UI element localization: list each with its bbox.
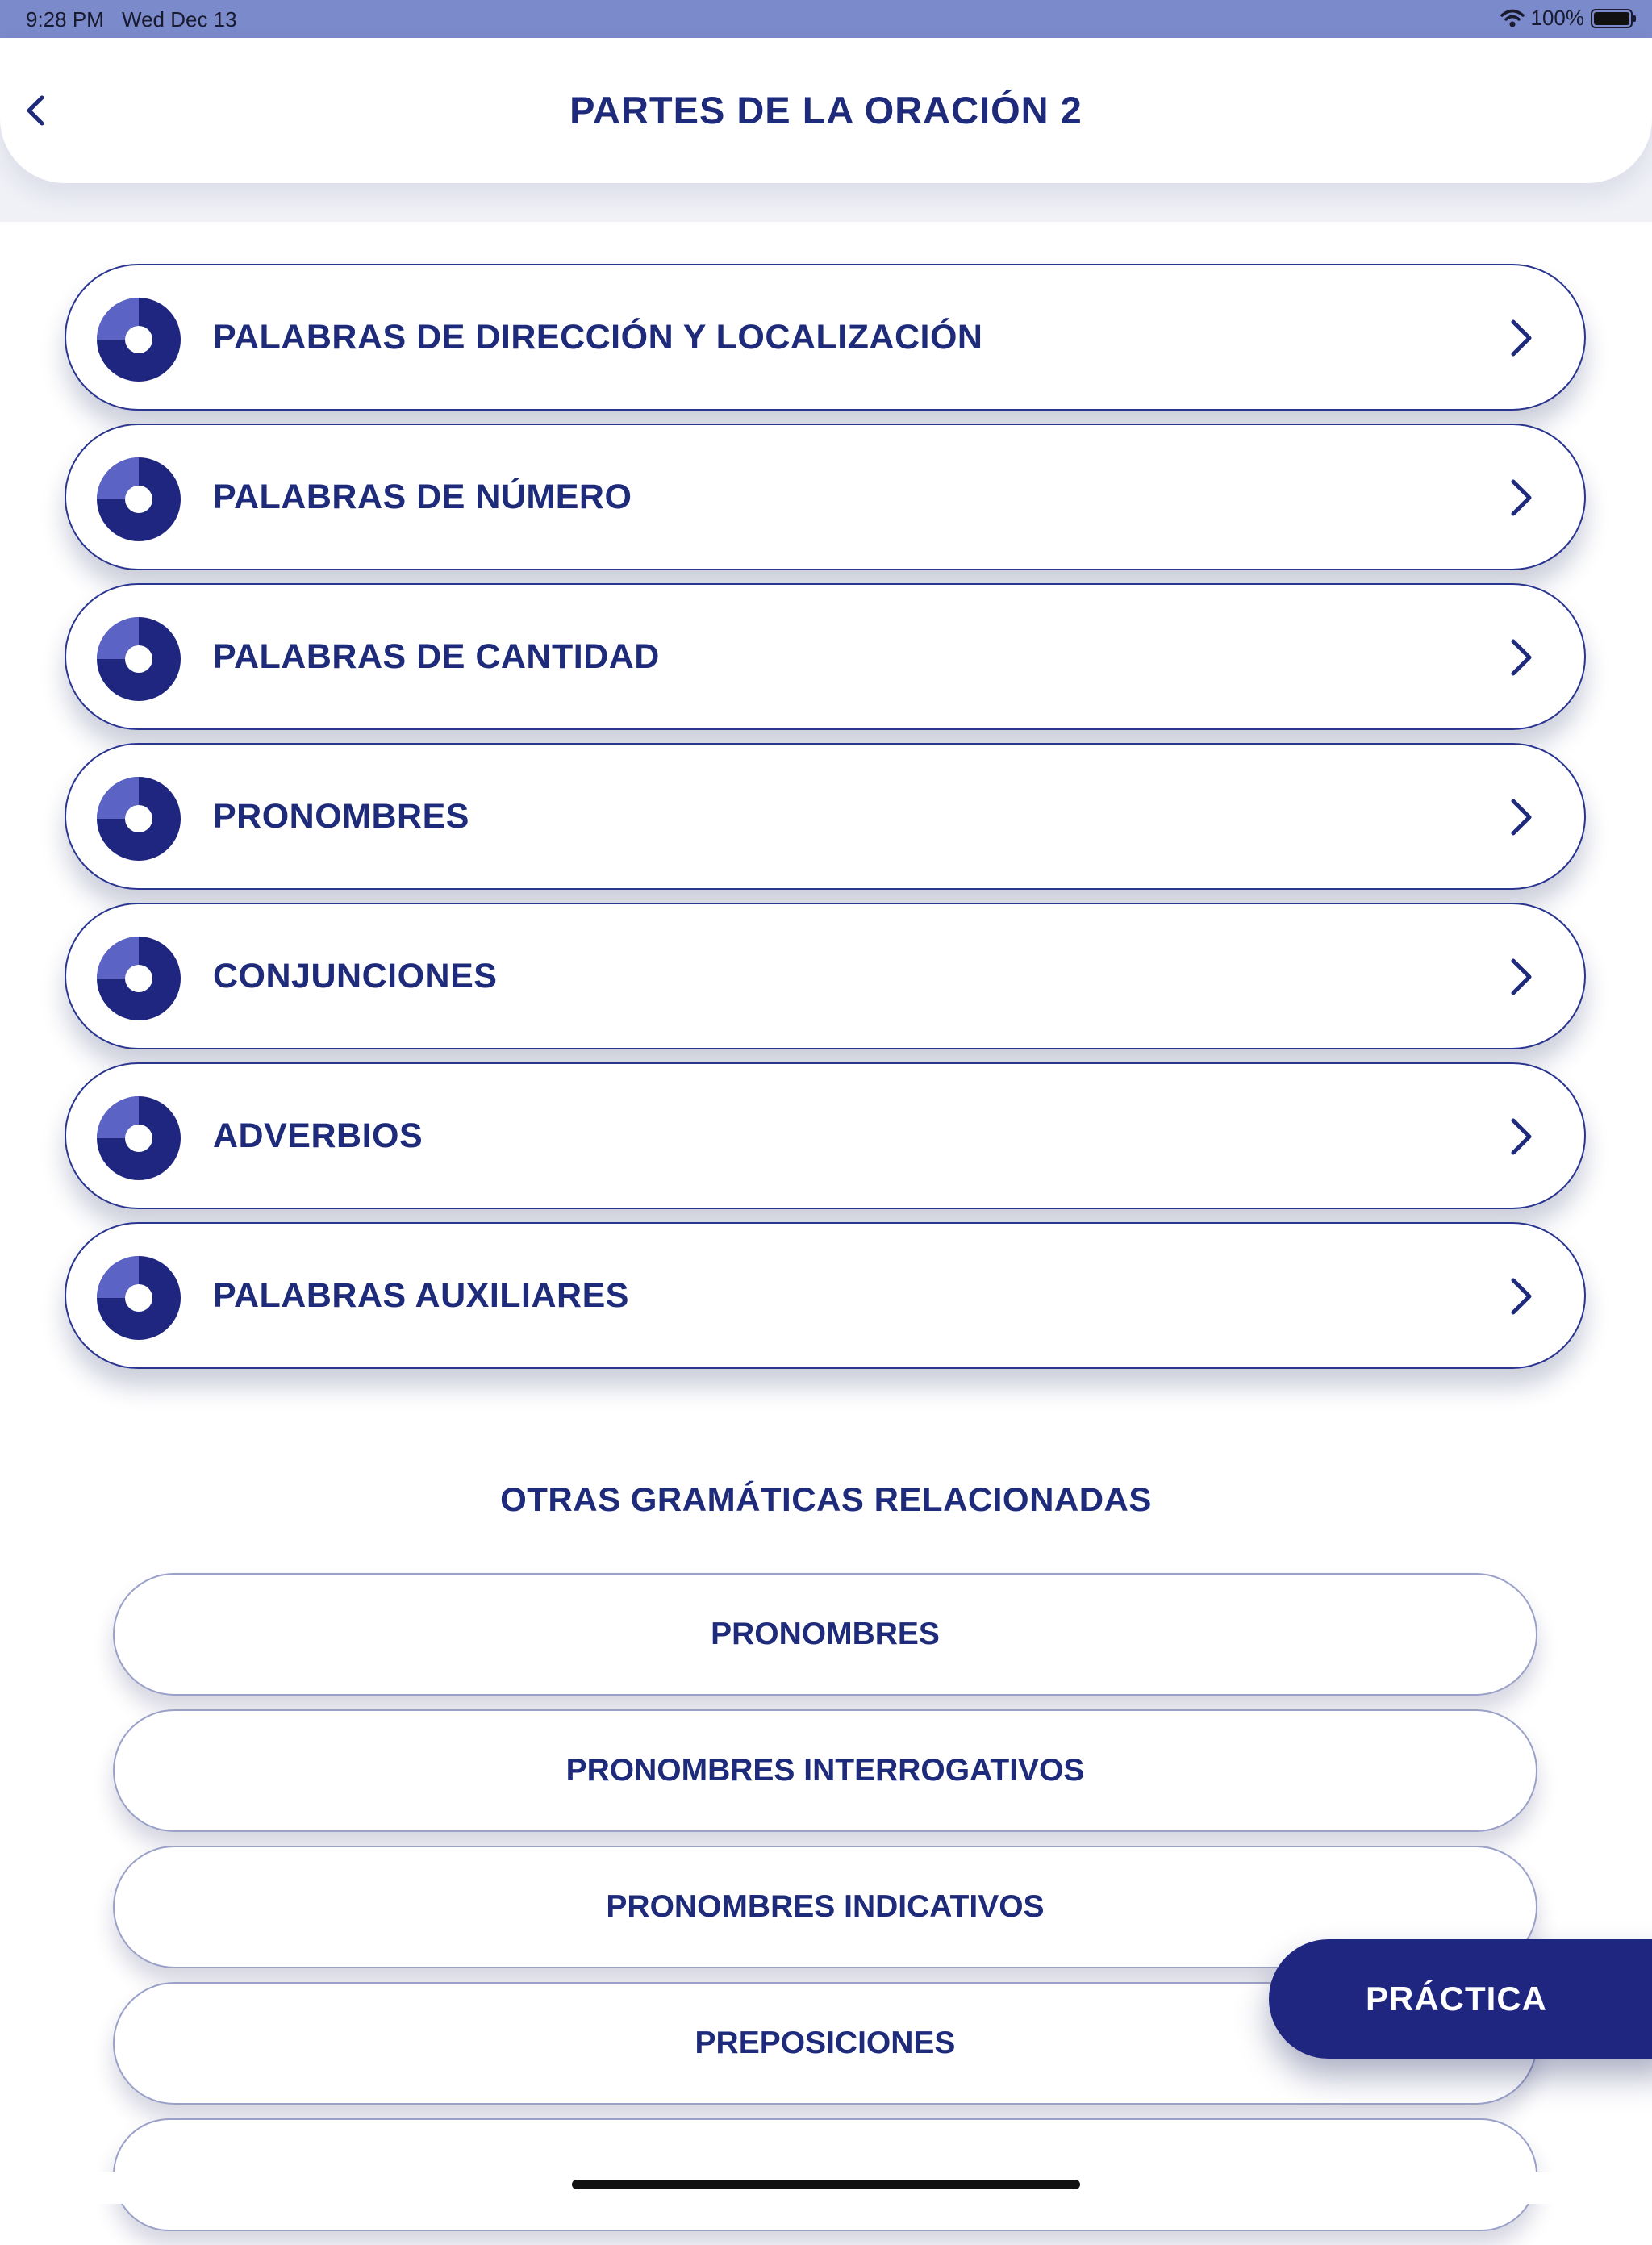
battery-icon	[1591, 9, 1633, 28]
status-time: 9:28 PM	[26, 7, 104, 31]
wifi-icon	[1500, 9, 1525, 28]
chevron-right-icon	[1507, 1274, 1536, 1319]
progress-ring-icon	[97, 1096, 181, 1180]
topic-item-numero[interactable]	[65, 424, 1586, 570]
header	[0, 38, 1652, 183]
related-item-pronombres-interrogativos[interactable]: PRONOMBRES INTERROGATIVOS	[113, 1709, 1537, 1832]
progress-ring-icon	[97, 937, 181, 1020]
page-title: PARTES DE LA ORACIÓN 2	[569, 89, 1083, 131]
topic-item-pronombres[interactable]	[65, 743, 1586, 890]
status-bar	[0, 0, 1652, 38]
topic-item-direccion-localizacion[interactable]	[65, 264, 1586, 411]
topic-item-cantidad[interactable]	[65, 583, 1586, 730]
chevron-right-icon	[1507, 635, 1536, 680]
topic-label: CONJUNCIONES	[213, 957, 498, 995]
progress-ring-icon	[97, 617, 181, 701]
related-list	[113, 1573, 1537, 2245]
topic-item-conjunciones[interactable]	[65, 903, 1586, 1049]
topic-item-adverbios[interactable]	[65, 1062, 1586, 1209]
progress-ring-icon	[97, 1256, 181, 1340]
topic-item-auxiliares[interactable]	[65, 1222, 1586, 1369]
topic-label: ADVERBIOS	[213, 1116, 423, 1155]
status-date: Wed Dec 13	[122, 7, 237, 31]
related-item-preposiciones[interactable]: PREPOSICIONES	[113, 1982, 1537, 2105]
related-item-pronombres-indicativos[interactable]: PRONOMBRES INDICATIVOS	[113, 1846, 1537, 1968]
topic-label: PRONOMBRES	[213, 797, 469, 836]
related-item-pronombres[interactable]: PRONOMBRES	[113, 1573, 1537, 1696]
topic-label: PALABRAS DE NÚMERO	[213, 478, 632, 516]
progress-ring-icon	[97, 457, 181, 541]
topic-label: PALABRAS AUXILIARES	[213, 1276, 629, 1315]
topic-label: PALABRAS DE CANTIDAD	[213, 637, 660, 676]
chevron-right-icon	[1507, 475, 1536, 520]
topic-list	[65, 264, 1586, 1382]
topic-label: PALABRAS DE DIRECCIÓN Y LOCALIZACIÓN	[213, 318, 983, 357]
home-indicator[interactable]	[572, 2180, 1080, 2189]
chevron-right-icon	[1507, 1114, 1536, 1159]
status-indicators	[1500, 6, 1633, 31]
chevron-right-icon	[1507, 315, 1536, 361]
progress-ring-icon	[97, 777, 181, 861]
chevron-right-icon	[1507, 795, 1536, 840]
battery-percent: 100%	[1530, 6, 1584, 30]
progress-ring-icon	[97, 298, 181, 382]
related-section-title: OTRAS GRAMÁTICAS RELACIONADAS	[500, 1480, 1152, 1518]
practice-button[interactable]: PRÁCTICA	[1269, 1939, 1652, 2059]
chevron-right-icon	[1507, 954, 1536, 999]
